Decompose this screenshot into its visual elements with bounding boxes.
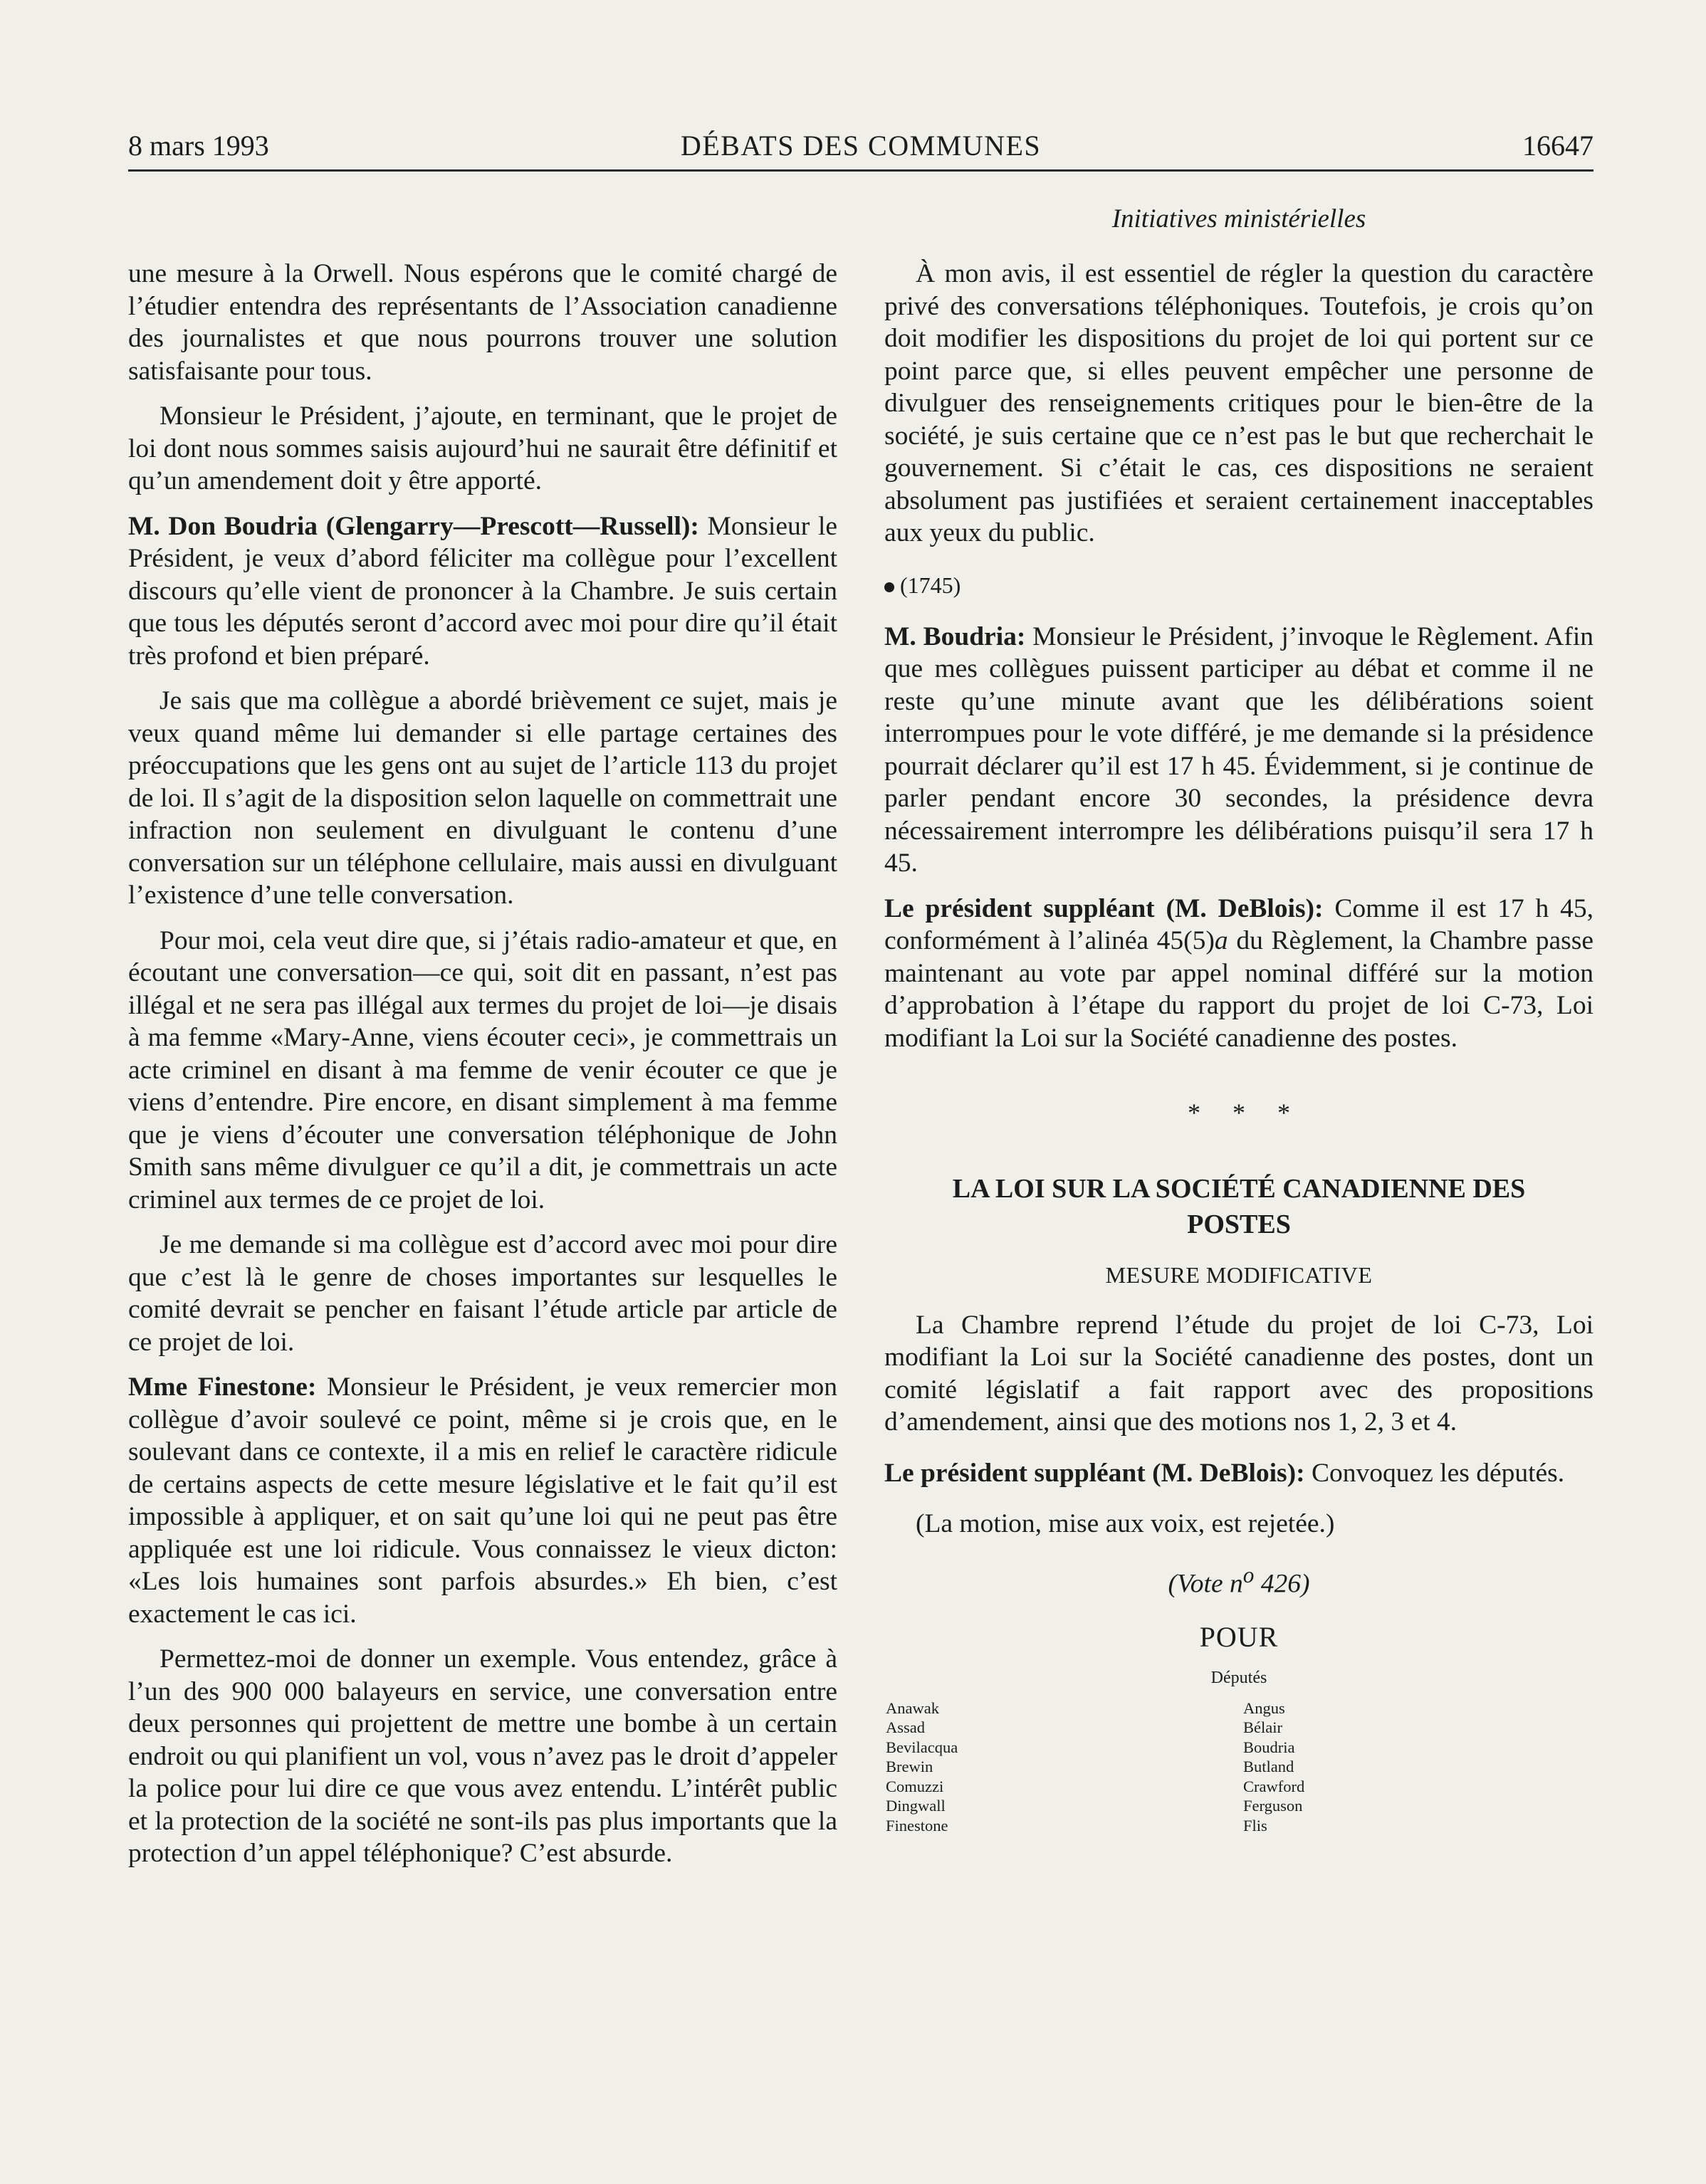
paragraph: À mon avis, il est essentiel de régler la question du caractère privé des conversations téléphoniques. Toutefois, je crois qu’on doit modifier les dispositions du projet de loi qui portent sur ce point parce que, si elles peuvent empêcher une personne de divulguer des renseignements critiques pour le bien-être de la société, je suis certaine que ce n’est pas le but que recherchait le gouvernement. Si c’était le cas, ces dispositions ne seraient absolument pas justifiées et seraient certainement inacceptables aux yeux du public. <box>884 259 1594 547</box>
paragraph: Pour moi, cela veut dire que, si j’étais radio-amateur et que, en écoutant une conversation—ce qui, soit dit en passant, n’est pas illégal et ne sera pas illégal aux termes du projet de loi—je disais à ma femme «Mary-Anne, viens écouter ceci», je commettrais un acte criminel en disant à ma femme de venir écouter ce que je viens d’entendre. Pire encore, en disant simplement à ma femme que je viens d’écouter une conversation téléphonique de John Smith sans même divulguer ce qu’il a dit, je commettrais un acte criminel aux termes de ce projet de loi. <box>128 925 837 1214</box>
member-name: Angus <box>1243 1699 1285 1717</box>
speech-acting-speaker-call <box>884 1457 1594 1490</box>
member-name: Boudria <box>1243 1738 1295 1756</box>
member-name: Ferguson <box>1243 1797 1303 1815</box>
member-name: Bélair <box>1243 1718 1282 1736</box>
header-page-number: 16647 <box>1522 130 1594 162</box>
left-column <box>128 258 837 1883</box>
speech-boudria-point-of-order <box>884 621 1594 880</box>
speech-finestone <box>128 1371 837 1630</box>
member-name: Comuzzi <box>886 1777 944 1795</box>
right-column <box>884 258 1594 1841</box>
vote-yea-heading: POUR <box>1199 1620 1279 1653</box>
paragraph: Monsieur le Président, j’ajoute, en terminant, que le projet de loi dont nous sommes saisis aujourd’hui ne saurait être définitif et qu’un amendement doit y être apporté. <box>128 401 837 495</box>
member-name: Crawford <box>1243 1777 1305 1795</box>
member-name: Butland <box>1243 1758 1294 1775</box>
bill-subtitle: MESURE MODIFICATIVE <box>1105 1261 1373 1288</box>
speech-text: Monsieur le Président, je veux remercier mon collègue d’avoir soulevé ce point, même si je crois que, en le soulevant dans ce contexte, il a mis en relief le caractère ridicule de certains aspects de cette mesure législative et le fait qu’il est impossible à appliquer, et on sait qu’une loi qui ne peut pas être appliquée est une loi ridicule. Vous connaissez le vieux dicton: «Les lois humaines sont parfois absurdes.» Eh bien, c’est exactement le cas ici. <box>128 1372 838 1629</box>
vote-label-text: (Vote n <box>1168 1569 1243 1598</box>
member-name: Flis <box>1243 1816 1267 1834</box>
member-name: Bevilacqua <box>886 1738 958 1756</box>
paragraph: Je me demande si ma collègue est d’accord avec moi pour dire que c’est là le genre de choses importantes sur lesquelles le comité devrait se pencher en faisant l’étude article par article de ce projet de loi. <box>128 1230 837 1357</box>
member-name: Anawak <box>886 1699 939 1717</box>
bill-title: LA LOI SUR LA SOCIÉTÉ CANADIENNE DES POSTES <box>952 1173 1526 1239</box>
paragraph: une mesure à la Orwell. Nous espérons que le comité chargé de l’étudier entendra des représentants de l’Association canadienne des journalistes et que nous pourrons trouver une solution satisfaisante pour tous. <box>128 259 837 386</box>
header-date: 8 mars 1993 <box>128 130 269 162</box>
paragraph: La Chambre reprend l’étude du projet de loi C-73, Loi modifiant la Loi sur la Société canadienne des postes, dont un comité législatif a fait rapport avec des propositions d’amendement, ainsi que des motions nos 1, 2, 3 et 4. <box>884 1310 1594 1437</box>
running-head <box>128 125 1594 167</box>
member-name: Brewin <box>886 1758 933 1775</box>
members-heading: Députés <box>1210 1668 1267 1687</box>
section-label: Initiatives ministérielles <box>1111 204 1366 233</box>
speech-boudria <box>128 510 837 673</box>
speaker-name: Le président suppléant (M. DeBlois): <box>884 1458 1305 1488</box>
speech-text: Comme il est 17 h 45, conformément à l’alinéa 45(5) <box>884 893 1594 955</box>
member-name: Dingwall <box>886 1797 946 1815</box>
speech-text-italic: a <box>1214 926 1228 955</box>
names-column-1 <box>886 1699 958 1836</box>
header-rule <box>128 169 1594 172</box>
speech-text: Monsieur le Président, j’invoque le Règlement. Afin que mes collègues puissent participer au débat et comme il ne reste qu’une minute avant que les délibérations soient interrompues pour le vote différé, je me demande si la présidence pourrait déclarer qu’il est 17 h 45. Évidemment, si je continue de parler pendant encore 30 secondes, la présidence devra nécessairement interrompre les délibérations puisqu’il sera 17 h 45. <box>884 621 1594 878</box>
speaker-name: M. Boudria: <box>884 621 1026 651</box>
time-marker-text: (1745) <box>900 572 961 598</box>
member-name: Finestone <box>886 1816 948 1834</box>
names-column-2 <box>1243 1699 1304 1836</box>
section-separator: * * * <box>1188 1098 1303 1127</box>
speech-text: du Règlement, la Chambre passe maintenant au vote par appel nominal différé sur la motion d’approbation à l’étape du rapport du projet de loi C-73, Loi modifiant la Loi sur la Société canadienne des postes. <box>884 926 1594 1053</box>
speaker-name: Mme Finestone: <box>128 1372 317 1402</box>
paragraph: Permettez-moi de donner un exemple. Vous entendez, grâce à l’un des 900 000 balayeurs en service, une conversation entre deux personnes qui projettent de mettre une bombe à un certain endroit ou qui planifient un vol, vous n’avez pas le droit d’appeler la police pour lui dire ce que vous avez entendu. L’intérêt public et la protection de la société ne sont-ils pas plus importants que la protection d’un appel téléphonique? C’est absurde. <box>128 1644 837 1868</box>
bullet-icon <box>884 582 894 592</box>
paragraph: Je sais que ma collègue a abordé brièvement ce sujet, mais je veux quand même lui demander si elle partage certaines des préoccupations que les gens ont au sujet de l’article 113 du projet de loi. Il s’agit de la disposition selon laquelle on commettrait une infraction non seulement en divulguant le contenu d’une conversation sur un téléphone cellulaire, mais aussi en divulguant l’existence d’une telle conversation. <box>128 686 837 910</box>
motion-result: (La motion, mise aux voix, est rejetée.) <box>916 1509 1335 1538</box>
vote-label-number: 426) <box>1254 1569 1310 1598</box>
vote-label-sup: o <box>1242 1562 1255 1587</box>
speaker-name: Le président suppléant (M. DeBlois): <box>884 893 1324 923</box>
vote-label <box>884 1559 1594 1600</box>
header-title: DÉBATS DES COMMUNES <box>680 130 1042 162</box>
member-names <box>884 1699 1594 1841</box>
speech-text: Monsieur le Président, je veux d’abord féliciter ma collègue pour l’excellent discours qu’elle vient de prononcer à la Chambre. Je suis certain que tous les députés seront d’accord avec moi pour dire qu’il était très profond et bien préparé. <box>128 511 838 671</box>
member-name: Assad <box>886 1718 925 1736</box>
speech-acting-speaker <box>884 893 1594 1055</box>
time-marker <box>884 569 1594 601</box>
speaker-name: M. Don Boudria (Glengarry—Prescott—Russell): <box>128 511 699 541</box>
speech-text: Convoquez les députés. <box>1312 1458 1565 1488</box>
